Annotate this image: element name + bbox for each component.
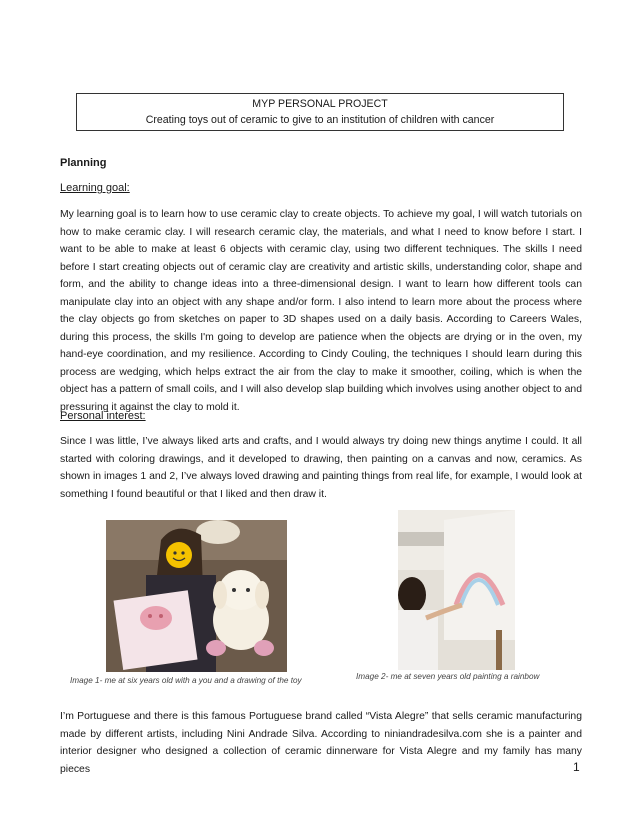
section-heading: Planning — [60, 157, 107, 169]
personal-interest-heading: Personal interest: — [60, 410, 146, 422]
title-box — [76, 93, 564, 131]
personal-interest-paragraph: Since I was little, I’ve always liked arts and crafts, and I would always try doing new things anytime I could. It all started with coloring drawings, and it developed to drawing, then painting on a canvas and now, ceramics. As shown in images 1 and 2, I’ve always loved drawing and painting things from real life, for example, I would look at something I found beautiful or that I liked and then draw it. — [60, 436, 582, 500]
photo-girl-with-toy — [106, 520, 287, 672]
photo-girl-painting — [398, 510, 515, 670]
page-number: 1 — [573, 760, 580, 774]
project-subtitle: Creating toys out of ceramic to give to an institution of children with cancer — [145, 114, 495, 126]
image-2-caption: Image 2- me at seven years old painting a rainbow — [356, 672, 540, 681]
closing-paragraph: I’m Portuguese and there is this famous Portuguese brand called “Vista Alegre” that sells ceramic manufacturing made by different artists, including Nini Andrade Silva. According to niniandradesilva.com she is a painter and interior designer who designed a collection of ceramic dinnerware for Vista Alegre and my family has many pieces — [60, 711, 582, 775]
image-1-caption: Image 1- me at six years old with a you and a drawing of the toy — [70, 676, 302, 685]
learning-goal-heading: Learning goal: — [60, 182, 130, 194]
project-title: MYP PERSONAL PROJECT — [252, 98, 388, 110]
learning-goal-paragraph: My learning goal is to learn how to use ceramic clay to create objects. To achieve my goal, I will watch tutorials on how to make ceramic clay. I will research ceramic clay, the materials, and what I need to know before I start. I want to be able to make at least 6 objects with ceramic clay, using two different techniques. The skills I need before I start creating objects out of ceramic clay are creativity and artistic skills, understanding color, shape and form, and the ability to change ideas into a three-dimensional design. I want to learn how different tools can manipulate clay into an object with any shape and/or form. I also intend to learn more about the process where the clay objects go from sketches on paper to 3D shapes used on a daily basis. According to Careers Wales, during this process, the skills I'm going to develop are patience when the objects are drying or in the oven, my hand-eye coordination, and my resilience. According to Cindy Couling, the techniques I should learn during this process are wedging, which helps extract the air from the clay to make it smoother, coiling, which is when the object has a pattern of small coils, and I will also develop slap building which involves using another object to and pressuring it against the clay to mold it. — [60, 209, 582, 413]
